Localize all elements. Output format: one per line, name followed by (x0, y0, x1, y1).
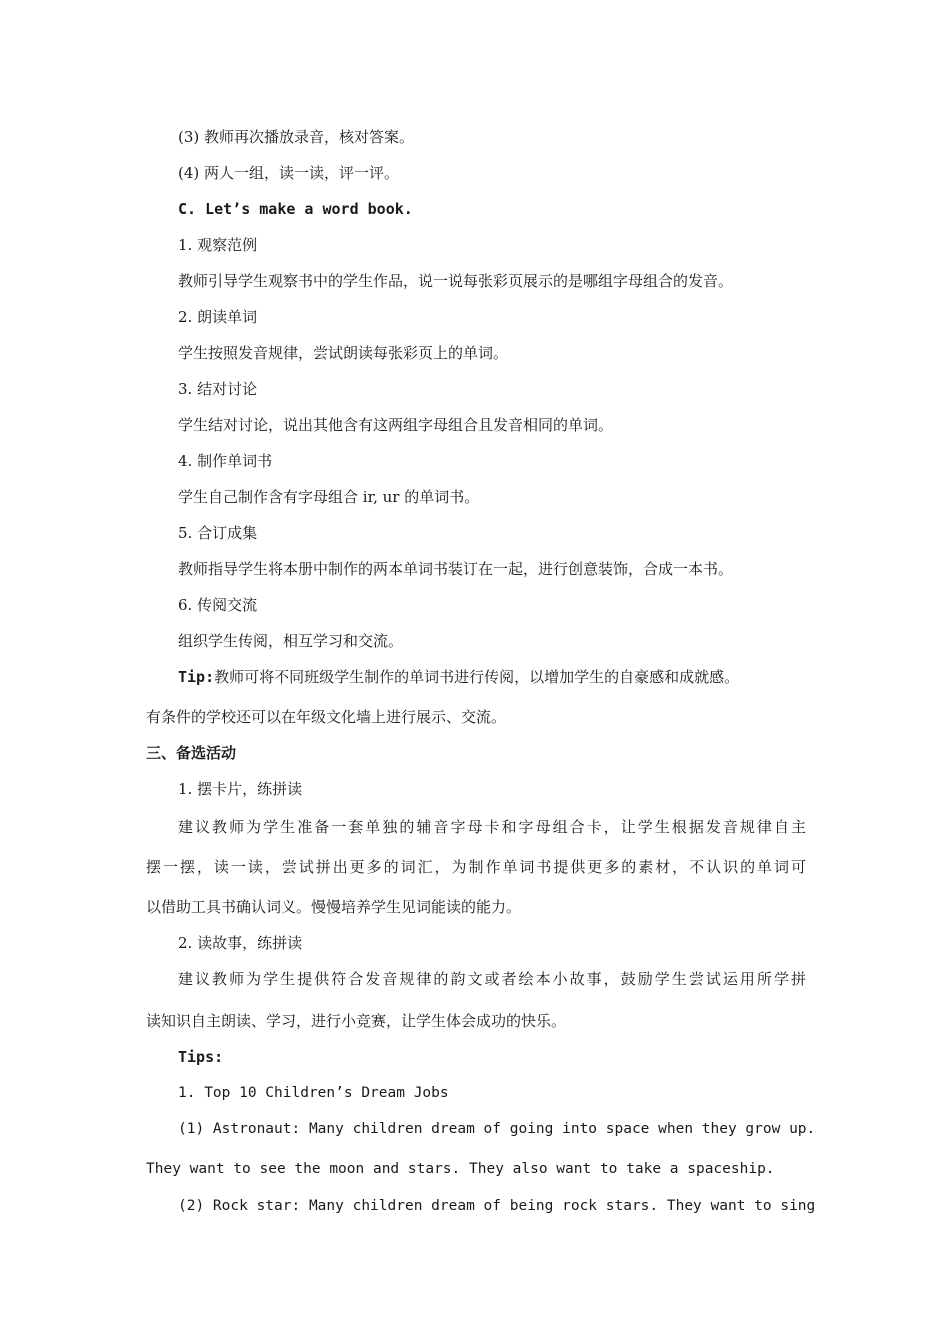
item-5-body: 教师指导学生将本册中制作的两本单词书装订在一起，进行创意装饰，合成一本书。 (178, 560, 734, 578)
item-6-heading: 6. 传阅交流 (178, 596, 258, 614)
alt-1-body-line-3: 以借助工具书确认词义。慢慢培养学生见词能读的能力。 (146, 898, 522, 916)
alt-1-heading: 1. 摆卡片，练拼读 (178, 780, 303, 798)
item-5-heading: 5. 合订成集 (178, 524, 258, 542)
item-1-body: 教师引导学生观察书中的学生作品，说一说每张彩页展示的是哪组字母组合的发音。 (178, 272, 734, 290)
item-4-body: 学生自己制作含有字母组合 ir, ur 的单词书。 (178, 488, 480, 506)
item-3-heading: 3. 结对讨论 (178, 380, 258, 398)
item-2-body: 学生按照发音规律，尝试朗读每张彩页上的单词。 (178, 344, 509, 362)
astronaut-line-2: They want to see the moon and stars. They also want to take a spaceship. (146, 1161, 775, 1177)
astronaut-line-1: (1) Astronaut: Many children dream of going into space when they grow up. (178, 1121, 816, 1137)
section-c-heading: C. Let’s make a word book. (178, 200, 413, 218)
item-6-body: 组织学生传阅，相互学习和交流。 (178, 632, 404, 650)
item-2-heading: 2. 朗读单词 (178, 308, 258, 326)
tips-heading: Tips: (178, 1048, 224, 1066)
tip-paragraph (178, 667, 739, 687)
alt-1-body-line-1: 建议教师为学生准备一套单独的辅音字母卡和字母组合卡，让学生根据发音规律自主 (178, 818, 806, 836)
item-4-heading: 4. 制作单词书 (178, 452, 273, 470)
tips-item-1-title: 1. Top 10 Children’s Dream Jobs (178, 1085, 449, 1101)
item-3-body: 学生结对讨论，说出其他含有这两组字母组合且发音相同的单词。 (178, 416, 614, 434)
step-4-text: (4) 两人一组，读一读，评一评。 (178, 164, 400, 182)
alt-2-heading: 2. 读故事，练拼读 (178, 934, 303, 952)
rock-star-line-1: (2) Rock star: Many children dream of being rock stars. They want to sing (178, 1198, 816, 1214)
step-3-text: (3) 教师再次播放录音，核对答案。 (178, 128, 415, 146)
alt-1-body-line-2: 摆一摆，读一读，尝试拼出更多的词汇，为制作单词书提供更多的素材，不认识的单词可 (146, 858, 806, 876)
alt-2-body-line-2: 读知识自主朗读、学习，进行小竞赛，让学生体会成功的快乐。 (146, 1012, 567, 1030)
item-1-heading: 1. 观察范例 (178, 236, 258, 254)
tip-text: 教师可将不同班级学生制作的单词书进行传阅，以增加学生的自豪感和成就感。 (214, 668, 740, 686)
tip-continuation: 有条件的学校还可以在年级文化墙上进行展示、交流。 (146, 708, 507, 726)
alt-2-body-line-1: 建议教师为学生提供符合发音规律的韵文或者绘本小故事，鼓励学生尝试运用所学拼 (178, 970, 806, 988)
tip-label: Tip: (178, 668, 215, 686)
section-3-heading: 三、备选活动 (146, 744, 237, 762)
